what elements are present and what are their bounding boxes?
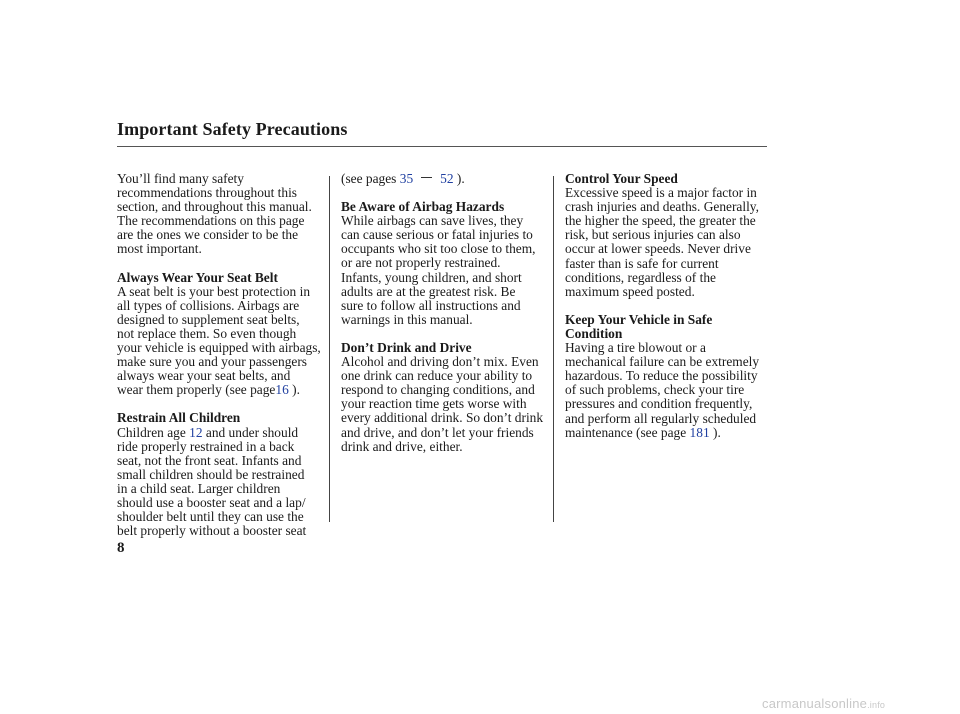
- vehicle-heading-line: Keep Your Vehicle in Safe: [565, 311, 713, 327]
- drink-line: one drink can reduce your ability to: [341, 368, 533, 384]
- seat-belt-line: [117, 383, 325, 397]
- vehicle-line: of such problems, check your tire: [565, 382, 745, 398]
- vehicle-heading: [565, 313, 773, 341]
- seat-belt-heading: Always Wear Your Seat Belt: [117, 269, 278, 285]
- seat-belt-line: designed to supplement seat belts,: [117, 311, 300, 327]
- seat-belt-page-link[interactable]: 16: [275, 382, 289, 398]
- airbag-line: occupants who sit too close to them,: [341, 241, 536, 257]
- speed-line: crash injuries and deaths. Generally,: [565, 199, 759, 215]
- speed-line: maximum speed posted.: [565, 283, 695, 299]
- children-line: shoulder belt until they can use the: [117, 509, 304, 525]
- drink-line: drink and drive, either.: [341, 438, 463, 454]
- children-line: in a child seat. Larger children: [117, 480, 281, 496]
- vehicle-heading-line: Condition: [565, 325, 623, 341]
- children-line: should use a booster seat and a lap/: [117, 494, 306, 510]
- airbag-line: sure to follow all instructions and: [341, 297, 521, 313]
- airbag-heading: Be Aware of Airbag Hazards: [341, 199, 505, 215]
- column-right: [565, 172, 773, 440]
- children-line: belt properly without a booster seat: [117, 523, 307, 539]
- children-first-prefix: Children age: [117, 424, 190, 440]
- airbag-line: warnings in this manual.: [341, 311, 473, 327]
- seat-belt-line: make sure you and your passengers: [117, 354, 308, 370]
- drink-line: respond to changing conditions, and: [341, 382, 535, 398]
- speed-line: faster than is safe for current: [565, 255, 719, 271]
- airbag-line: Infants, young children, and short: [341, 269, 522, 285]
- seat-belt-paragraph: [117, 285, 325, 398]
- watermark-brand: carmanualsonline: [762, 696, 868, 711]
- drink-heading: Don’t Drink and Drive: [341, 339, 472, 355]
- airbag-paragraph: [341, 214, 549, 327]
- title-divider: [117, 146, 767, 147]
- intro-line: recommendations throughout this: [117, 185, 298, 201]
- vehicle-line: mechanical failure can be extremely: [565, 354, 760, 370]
- children-paragraph: [117, 426, 325, 539]
- vehicle-paragraph: [565, 341, 773, 440]
- drink-line: your reaction time gets worse with: [341, 396, 527, 412]
- airbag-line: While airbags can save lives, they: [341, 213, 524, 229]
- intro-line: You’ll find many safety: [117, 171, 244, 186]
- speed-line: Excessive speed is a major factor in: [565, 185, 757, 201]
- drink-line: every additional drink. So don’t drink: [341, 410, 544, 426]
- children-line: [117, 426, 325, 440]
- continuation-prefix: (see pages: [341, 171, 400, 186]
- speed-line: the higher the speed, the greater the: [565, 213, 756, 229]
- page-number: 8: [117, 540, 125, 556]
- children-line: seat, not the front seat. Infants and: [117, 452, 302, 468]
- column-divider: [553, 176, 554, 522]
- continuation-suffix: ).: [453, 171, 465, 186]
- speed-paragraph: [565, 186, 773, 299]
- column-divider: [329, 176, 330, 522]
- vehicle-line: [565, 426, 773, 440]
- drink-line: Alcohol and driving don’t mix. Even: [341, 354, 539, 370]
- speed-line: risk, but serious injuries can also: [565, 227, 741, 243]
- range-dash: [421, 177, 432, 178]
- airbag-line: can cause serious or fatal injuries to: [341, 227, 533, 243]
- intro-paragraph: [117, 172, 325, 257]
- page-title: Important Safety Precautions: [117, 119, 348, 139]
- vehicle-line: hazardous. To reduce the possibility: [565, 368, 758, 384]
- seat-belt-line: your vehicle is equipped with airbags,: [117, 340, 321, 356]
- column-middle: [341, 172, 549, 454]
- watermark: [762, 696, 885, 711]
- children-heading: Restrain All Children: [117, 410, 241, 426]
- speed-line: conditions, regardless of the: [565, 269, 716, 285]
- intro-line: The recommendations on this page: [117, 213, 305, 229]
- vehicle-line: and perform all regularly scheduled: [565, 410, 757, 426]
- drink-paragraph: [341, 355, 549, 454]
- seat-belt-last-suffix: ).: [288, 382, 300, 398]
- children-line: ride properly restrained in a back: [117, 438, 295, 454]
- watermark-domain: .info: [867, 700, 886, 710]
- intro-line: section, and throughout this manual.: [117, 199, 312, 215]
- seat-belt-line: all types of collisions. Airbags are: [117, 297, 300, 313]
- drink-line: and drive, and don’t let your friends: [341, 424, 534, 440]
- airbag-line: or are not properly restrained.: [341, 255, 501, 271]
- children-line: small children should be restrained: [117, 466, 305, 482]
- intro-line: are the ones we consider to be the: [117, 227, 299, 243]
- maintenance-page-link[interactable]: 181: [689, 424, 710, 440]
- children-age-link[interactable]: 12: [189, 424, 203, 440]
- airbag-line: adults are at the greatest risk. Be: [341, 283, 516, 299]
- column-left: [117, 172, 325, 538]
- vehicle-line: pressures and condition frequently,: [565, 396, 753, 412]
- continuation-line: [341, 172, 549, 186]
- seat-belt-line: A seat belt is your best protection in: [117, 283, 311, 299]
- seat-belt-line: not replace them. So even though: [117, 325, 297, 341]
- speed-line: occur at lower speeds. Never drive: [565, 241, 751, 257]
- vehicle-last-prefix: maintenance (see page: [565, 424, 690, 440]
- seat-belt-line: always wear your seat belts, and: [117, 368, 291, 384]
- speed-heading: Control Your Speed: [565, 171, 678, 186]
- airbag-page-start-link[interactable]: 35: [399, 171, 414, 186]
- seat-belt-last-prefix: wear them properly (see page: [117, 382, 276, 398]
- vehicle-line: Having a tire blowout or a: [565, 340, 706, 356]
- vehicle-last-suffix: ).: [709, 424, 721, 440]
- intro-line: most important.: [117, 241, 202, 257]
- children-first-suffix: and under should: [202, 424, 299, 440]
- airbag-page-end-link[interactable]: 52: [440, 171, 454, 186]
